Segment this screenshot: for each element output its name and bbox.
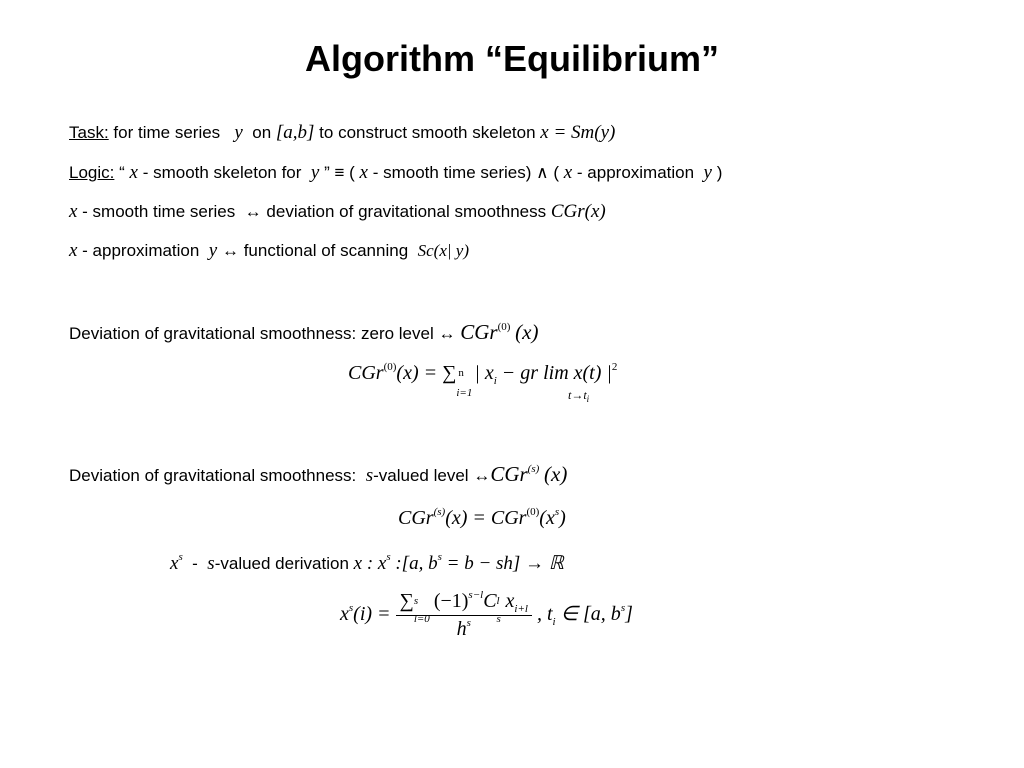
- logic-paren-open-2: (: [553, 163, 559, 182]
- s-level-s: s: [365, 465, 374, 486]
- f3-num-sum-bot: l=0: [413, 613, 430, 625]
- logic-and: ∧: [536, 163, 549, 182]
- f3-num-a-sup: s−l: [468, 589, 484, 601]
- deriv-map-x-sup: s: [386, 551, 391, 563]
- f3-rhs-3: ]: [625, 603, 633, 626]
- f3-num-c: C: [483, 590, 497, 612]
- deriv-map-x: x: [377, 553, 387, 574]
- task-formula: x = Sm(y): [540, 122, 616, 143]
- logic-y1: y: [310, 162, 320, 183]
- deriv-text: -valued derivation: [214, 554, 349, 573]
- zero-level-arg: (x): [515, 320, 539, 344]
- f3-rhs: , t: [536, 603, 553, 626]
- f2-b-sup: (0): [526, 506, 540, 518]
- f3-num-c-sup: l: [496, 595, 500, 607]
- line4-x: x: [69, 240, 78, 261]
- f1-sum-bot: i=1: [456, 387, 473, 399]
- logic-close-quote: ”: [324, 163, 330, 182]
- approximation-line: [69, 240, 469, 262]
- line4-text-2: functional of scanning: [243, 241, 409, 260]
- formula-s-level: [398, 507, 566, 530]
- f1-lhs: CGr: [348, 362, 384, 384]
- f2-b-close: ): [559, 507, 566, 529]
- s-level-arrow: ↔: [473, 466, 491, 485]
- f2-a: CGr: [398, 507, 434, 529]
- task-text-2: on: [252, 123, 272, 142]
- f3-lhs-sup: s: [348, 602, 354, 615]
- f1-lhs-arg: (x) = ∑: [396, 362, 457, 384]
- s-level-text-2: -valued level: [373, 466, 469, 485]
- logic-x2: x: [359, 162, 368, 183]
- derivation-line: [170, 552, 564, 575]
- f2-a-arg: (x) =: [445, 507, 491, 529]
- s-level-arg: (x): [544, 462, 568, 486]
- f3-den-sup: s: [466, 617, 471, 629]
- logic-paren-open-1: (: [349, 163, 355, 182]
- deriv-dash: -: [192, 554, 198, 573]
- f1-lim-under: [568, 388, 589, 403]
- zero-level-sup: (0): [497, 321, 511, 333]
- logic-open-quote: “: [119, 163, 125, 182]
- s-level-cgr: CGr: [490, 462, 528, 486]
- deriv-x: x :: [353, 553, 374, 574]
- zero-level-line: [69, 320, 538, 345]
- zero-level-text: Deviation of gravitational smoothness: zero level: [69, 324, 434, 343]
- deriv-map-b-sup: s: [437, 551, 442, 563]
- f1-sum-top: n: [458, 367, 464, 379]
- task-text-3: to construct smooth skeleton: [319, 123, 536, 142]
- f3-numerator: [396, 589, 532, 625]
- line3-text-2: deviation of gravitational smoothness: [266, 202, 547, 221]
- f3-num-c-sub: s: [496, 613, 501, 625]
- f3-rhs-2: ∈ [a, b: [555, 603, 621, 626]
- logic-equiv: ≡: [334, 163, 345, 182]
- deriv-s: s: [207, 553, 215, 574]
- task-interval: [a,b]: [275, 122, 315, 143]
- line3-formula: CGr(x): [550, 201, 606, 222]
- s-level-line: [69, 462, 567, 487]
- line4-text-1: - approximation: [82, 241, 200, 260]
- f1-xi-sub: i: [493, 375, 497, 387]
- logic-text-3: - approximation: [576, 163, 695, 182]
- task-y: y: [234, 122, 243, 143]
- logic-x3: x: [563, 162, 573, 183]
- zero-level-arrow: ↔: [438, 324, 456, 343]
- f3-num-a: (−1): [433, 590, 469, 612]
- s-level-sup: (s): [527, 463, 540, 475]
- f1-lim-under-text: t→t: [568, 388, 587, 402]
- logic-label: Logic:: [69, 163, 115, 182]
- logic-y2: y: [703, 162, 712, 183]
- line4-formula: Sc(x| y): [417, 241, 469, 260]
- slide-title: Algorithm “Equilibrium”: [305, 38, 719, 79]
- logic-text-1: - smooth skeleton for: [142, 163, 302, 182]
- f3-lhs-arg: (i) =: [353, 603, 391, 626]
- f2-b-arg-sup: s: [554, 506, 560, 518]
- f3-num-x-sub: i+l: [514, 603, 528, 615]
- smooth-series-line: [69, 201, 606, 223]
- f3-lhs: x: [340, 603, 349, 626]
- f3-num-x: x: [505, 590, 515, 612]
- f1-lhs-sup: (0): [383, 361, 397, 373]
- f1-lim-under-sub: i: [586, 394, 590, 404]
- f3-num-sum-top: s: [413, 595, 419, 607]
- line3-text-1: - smooth time series: [82, 202, 236, 221]
- line4-arrow: ↔: [221, 241, 239, 260]
- logic-x1: x: [129, 162, 138, 183]
- f3-rhs-sub: i: [552, 616, 556, 629]
- logic-line: [69, 162, 722, 184]
- task-line: [69, 122, 615, 144]
- deriv-map-rest-2: = b − sh] → ℝ: [441, 553, 564, 574]
- f3-fraction: [396, 590, 532, 641]
- f1-body2: − gr lim x(t) |: [496, 362, 612, 384]
- task-text-1: for time series: [113, 123, 221, 142]
- f2-b-arg: (x: [539, 507, 555, 529]
- deriv-xs: x: [170, 553, 179, 574]
- task-label: Task:: [69, 123, 109, 142]
- logic-paren-close: ): [716, 163, 723, 182]
- f3-rhs-sup: s: [620, 602, 626, 615]
- formula-zero-level: [348, 361, 618, 404]
- deriv-xs-sup: s: [178, 551, 183, 563]
- f3-den: h: [456, 618, 467, 640]
- logic-text-2: - smooth time series): [372, 163, 532, 182]
- f1-body: | x: [474, 362, 494, 384]
- f1-pow: 2: [611, 361, 618, 373]
- f2-b: CGr: [490, 507, 527, 529]
- line4-y: y: [208, 240, 218, 261]
- line3-x: x: [69, 201, 78, 222]
- deriv-map-rest-1: :[a, b: [390, 553, 438, 574]
- s-level-text: Deviation of gravitational smoothness:: [69, 466, 357, 485]
- formula-derivation: [340, 590, 633, 641]
- f2-a-sup: (s): [433, 506, 446, 518]
- zero-level-cgr: CGr: [460, 320, 498, 344]
- line3-arrow: ↔: [244, 202, 262, 221]
- f3-num-sum: ∑: [399, 590, 414, 612]
